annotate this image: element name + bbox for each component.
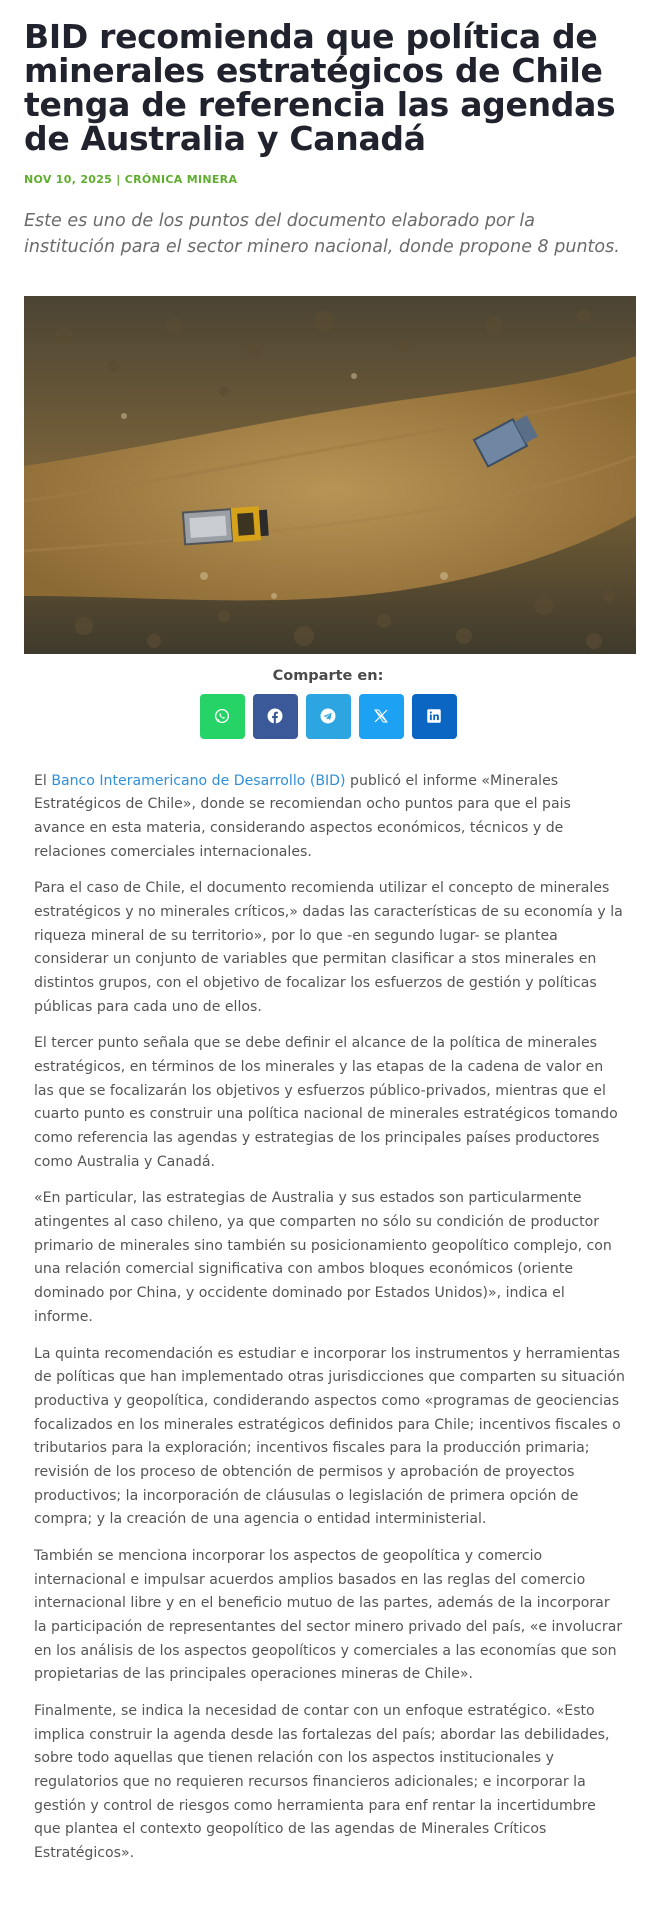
article-body <box>34 770 626 1866</box>
x-icon <box>372 707 390 725</box>
article <box>0 17 656 1909</box>
meta-separator: | <box>112 172 125 186</box>
paragraph-1: El Banco Interamericano de Desarrollo (BID) publicó el informe «Minerales Estratégicos de Chile», donde se recomiendan ocho puntos para que el pais avance en esta materia, considerando aspectos económicos, técnicos y de relaciones comerciales internacionales. <box>34 772 571 860</box>
hero-image <box>24 296 636 654</box>
share-label: Comparte en: <box>272 667 384 684</box>
bid-link[interactable]: Banco Interamericano de Desarrollo (BID) <box>51 772 346 789</box>
share-facebook-button[interactable] <box>253 694 298 739</box>
linkedin-icon <box>425 707 443 725</box>
paragraph-6: También se menciona incorporar los aspectos de geopolítica y comercio internacional e impulsar acuerdos amplios basados en las reglas del comercio internacional libre y en el beneficio mutuo de las partes, además de la incorporar la participación de representantes del sector minero privado del país, «e involucrar en los análisis de los aspectos geopolíticos y comerciales a las economías que son propietarias de las principales operaciones mineras de Chile». <box>34 1547 623 1683</box>
article-lead: Este es uno de los puntos del documento elaborado por la institución para el sector minero nacional, donde propone 8 puntos. <box>24 210 620 257</box>
share-linkedin-button[interactable] <box>412 694 457 739</box>
article-category[interactable]: CRÓNICA MINERA <box>124 172 238 186</box>
article-title: BID recomienda que política de minerales estratégicos de Chile tenga de referencia las agendas de Australia y Canadá <box>24 17 616 158</box>
article-meta <box>24 173 632 186</box>
whatsapp-icon <box>213 707 231 725</box>
paragraph-5: La quinta recomendación es estudiar e incorporar los instrumentos y herramientas de políticas que han implementado otras jurisdicciones que comparten su situación productiva y geopolítica, condiderando aspectos como «programas de geociencias focalizados en los minerales estratégicos definidos para Chile; incentivos fiscales o tributarios para la exploración; incentivos fiscales para la producción primaria; revisión de los proceso de obtención de permisos y aprobación de proyectos productivos; la incorporación de cláusulas o legislación de primera opción de compra; y la creación de una agencia o entidad interministerial. <box>34 1345 625 1528</box>
share-section <box>0 668 656 739</box>
paragraph-7: Finalmente, se indica la necesidad de contar con un enfoque estratégico. «Esto implica construir la agenda desde las fortalezas del país; abordar las debilidades, sobre todo aquellas que tienen relación con los aspectos institucionales y regulatorios que no requieren recursos financieros adicionales; e incorporar la gestión y control de riesgos como herramienta para enf rentar la incertidumbre que plantea el contexto geopolítico de las agendas de Minerales Críticos Estratégicos». <box>34 1702 610 1861</box>
paragraph-4: «En particular, las estrategias de Australia y sus estados son particularmente atingentes al caso chileno, ya que comparten no sólo su condición de productor primario de minerales sino también su posicionamiento geopolítico complejo, con una relación comercial significativa con ambos bloques económicos (oriente dominado por China, y occidente dominado por Estados Unidos)», indica el informe. <box>34 1190 612 1325</box>
facebook-icon <box>266 707 284 725</box>
share-x-button[interactable] <box>359 694 404 739</box>
paragraph-2: Para el caso de Chile, el documento recomienda utilizar el concepto de minerales estratégicos y no minerales críticos,» dadas las características de su economía y la riqueza mineral de su territorio», por lo que -en segundo lugar- se plantea considerar un conjunto de variables que permitan clasificar a stos minerales en distintos grupos, con el objetivo de focalizar los esfuerzos de gestión y políticas públicas para cada uno de ellos. <box>34 880 623 1015</box>
share-whatsapp-button[interactable] <box>200 694 245 739</box>
share-telegram-button[interactable] <box>306 694 351 739</box>
telegram-icon <box>319 707 337 725</box>
article-date: NOV 10, 2025 <box>24 172 113 186</box>
paragraph-3: El tercer punto señala que se debe definir el alcance de la política de minerales estratégicos, en términos de los minerales y las etapas de la cadena de valor en las que se focalizarán los objetivos y esfuerzos público-privados, mientras que el cuarto punto es construir una política nacional de minerales estratégicos tomando como referencia las agendas y estrategias de los principales países productores como Australia y Canadá. <box>34 1035 618 1170</box>
share-buttons <box>0 694 656 739</box>
